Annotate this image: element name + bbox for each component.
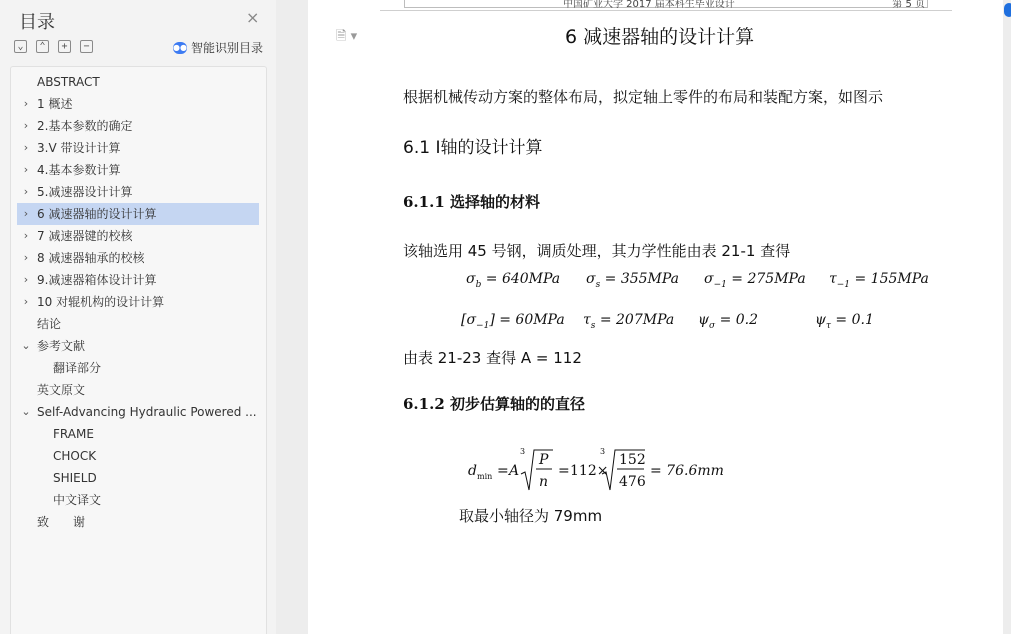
toc-item-label: 9.减速器箱体设计计算 [37,273,157,287]
chevron-right-icon[interactable]: › [23,251,29,264]
intro-paragraph: 根据机械传动方案的整体布局，拟定轴上零件的布局和装配方案，如图示 [403,88,884,106]
page-header [404,0,928,8]
header-right: 第 5 页 [892,0,925,10]
smart-toc-label: 智能识别目录 [191,41,264,55]
toc-item-label: 致 谢 [37,515,86,529]
toc-item-label: 英文原文 [37,383,86,397]
sidebar-toolbar [14,40,93,53]
eq-d: d [468,463,477,479]
eq-n: n [539,474,549,490]
formula-term: $\sigma_b = 640MPa$ [466,271,561,290]
chevron-right-icon[interactable]: › [23,97,29,110]
formula-term: $\sigma_{-1} = 275MPa$ [704,271,806,290]
conclusion-line: 取最小轴径为 79mm [459,507,603,525]
toc-sidebar [0,0,277,634]
eq-den: 476 [619,474,646,490]
toc-item-label: ABSTRACT [37,75,100,89]
eq-A: A [509,463,520,479]
eq-root-index-2: 3 [600,447,606,456]
toc-item[interactable] [17,203,259,225]
eq-num: 152 [619,452,646,468]
toc-item[interactable] [17,71,259,93]
toc-item[interactable] [17,291,259,313]
svg-text:=: = [558,463,570,479]
toc-item[interactable] [17,423,259,445]
toc-item-label: 5.减速器设计计算 [37,185,133,199]
toc-item-label: 8 减速器轴承的校核 [37,251,145,265]
toc-item[interactable] [17,225,259,247]
toc-item[interactable] [17,445,259,467]
toc-item-label: SHIELD [53,471,97,485]
right-strip [1003,0,1011,634]
formula-term: $\tau_s = 207MPa$ [583,312,675,331]
chapter-title: 6 减速器轴的设计计算 [565,26,755,48]
chevron-right-icon[interactable]: › [23,229,29,242]
toc-item-label: FRAME [53,427,94,441]
table-lookup-line: 由表 21-23 查得 A = 112 [403,349,582,367]
toc-item-label: 7 减速器键的校核 [37,229,133,243]
svg-text:=: = [497,463,509,479]
toc-item[interactable] [17,467,259,489]
header-left: 中国矿业大学 2017 届本科生毕业设计 [563,0,735,10]
toc-item[interactable] [17,159,259,181]
formula-term: $[\sigma_{-1}] = 60MPa$ [461,312,565,331]
toc-item-label: CHOCK [53,449,97,463]
toc-item[interactable] [17,115,259,137]
toc-item-label: 中文译文 [53,493,102,507]
chevron-right-icon[interactable]: › [23,207,29,220]
chevron-right-icon[interactable]: › [23,273,29,286]
toc-item-label: 翻译部分 [53,361,102,375]
toc-list [10,66,267,634]
page-gutter [276,0,308,634]
ai-icon: ●● [173,42,187,52]
toc-item-label: 4.基本参数计算 [37,163,121,177]
eq-P: P [539,452,549,468]
smart-toc-button[interactable] [173,39,263,56]
subsection-title-2: 6.1.2 初步估算轴的的直径 [403,395,585,413]
toc-item[interactable] [17,247,259,269]
toc-item-label: Self-Advancing Hydraulic Powered ... [37,405,257,419]
assistant-icon[interactable] [1004,3,1011,17]
toc-item-label: 结论 [37,317,62,331]
toc-item[interactable] [17,93,259,115]
toc-item[interactable] [17,137,259,159]
collapse-all-icon[interactable]: ⌄ [14,40,27,53]
header-rule [380,10,952,11]
formula-term: $\psi_\tau = 0.1$ [815,312,874,331]
chevron-right-icon[interactable]: › [23,141,29,154]
sidebar-title: 目录 [19,12,55,33]
toc-item[interactable] [17,335,259,357]
toc-item[interactable] [17,379,259,401]
eq-root-index-1: 3 [520,447,526,456]
toc-item[interactable] [17,511,259,533]
eq-coef: 112× [570,463,609,479]
toc-item-label: 1 概述 [37,97,73,111]
toc-item-label: 2.基本参数的确定 [37,119,133,133]
eq-result: = 76.6mm [650,463,724,479]
remove-icon[interactable]: − [80,40,93,53]
chevron-down-icon[interactable]: ⌄ [21,339,31,352]
diameter-equation [463,442,743,497]
chevron-right-icon[interactable]: › [23,185,29,198]
chevron-right-icon[interactable]: › [23,163,29,176]
formula-term: $\psi_\sigma = 0.2$ [698,312,759,331]
document-icon[interactable]: 🗎 ▾ [336,29,358,44]
formula-term: $\sigma_s = 355MPa$ [586,271,680,290]
toc-item-label: 6 减速器轴的设计计算 [37,207,157,221]
toc-item-label: 3.V 带设计计算 [37,141,121,155]
toc-item-label: 参考文献 [37,339,86,353]
material-paragraph: 该轴选用 45 号钢，调质处理，其力学性能由表 21-1 查得 [403,242,791,260]
chevron-right-icon[interactable]: › [23,119,29,132]
close-icon[interactable]: × [246,8,260,27]
toc-item[interactable] [17,357,259,379]
add-icon[interactable]: + [58,40,71,53]
expand-all-icon[interactable]: ⌃ [36,40,49,53]
formula-term: $\tau_{-1} = 155MPa$ [829,271,929,290]
toc-item[interactable] [17,269,259,291]
chevron-down-icon[interactable]: ⌄ [21,405,31,418]
eq-dmin: min [477,472,493,481]
chevron-right-icon[interactable]: › [23,295,29,308]
toc-item[interactable] [17,181,259,203]
section-title: 6.1 Ⅰ轴的设计计算 [403,138,543,158]
toc-item[interactable] [17,313,259,335]
toc-item[interactable] [17,489,259,511]
toc-item[interactable] [17,401,259,423]
toc-item-label: 10 对辊机构的设计计算 [37,295,165,309]
subsection-title-1: 6.1.1 选择轴的材料 [403,193,540,211]
